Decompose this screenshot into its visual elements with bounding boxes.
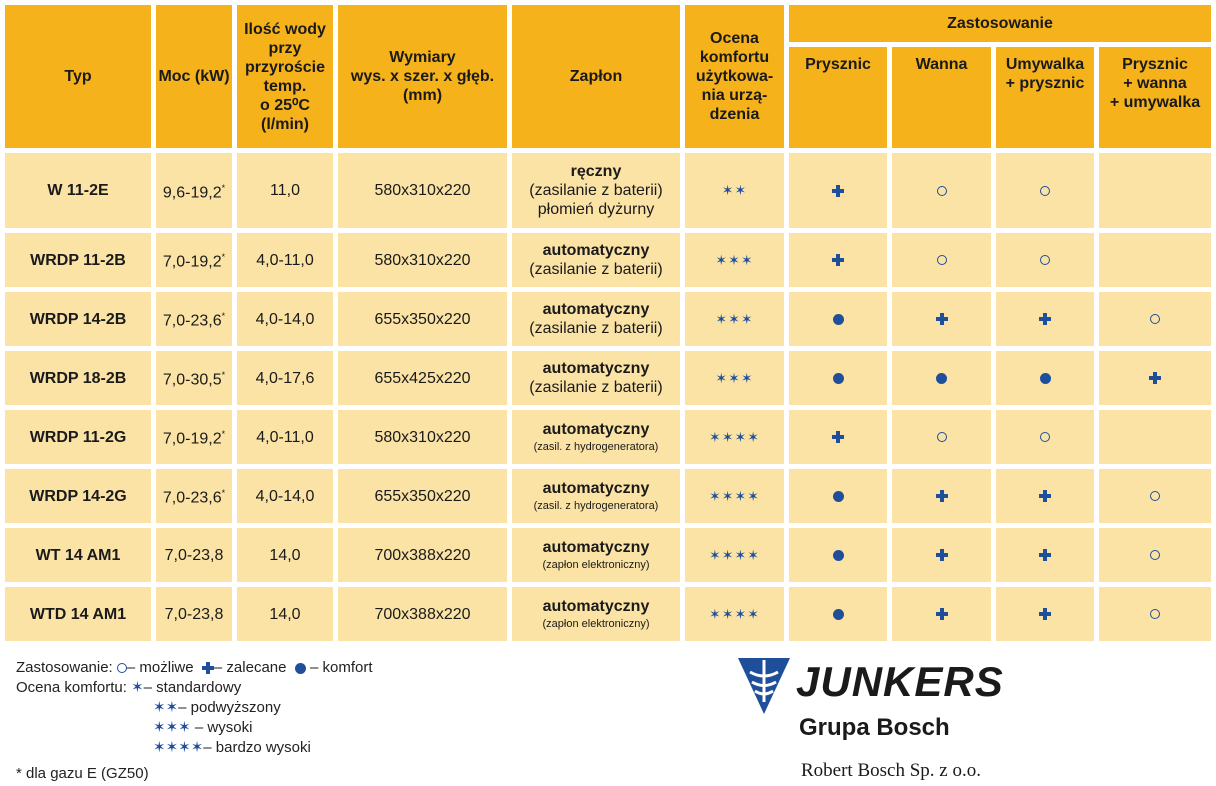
- zaplon-detail: (zapłon elektroniczny): [542, 617, 650, 630]
- cell-wymiary: 655x350x220: [338, 469, 507, 523]
- header-wymiary: [338, 5, 507, 148]
- cell-typ: WRDP 14-2B: [5, 292, 151, 346]
- circle-icon: [937, 255, 947, 265]
- circle-icon: [1040, 186, 1050, 196]
- header-line: Wanna: [915, 56, 968, 73]
- cell-wymiary: 580x310x220: [338, 410, 507, 464]
- footnote-mark: *: [221, 370, 226, 381]
- star-icon: ✶✶: [153, 699, 179, 716]
- cell-zastosowanie: [892, 153, 991, 228]
- cell-zastosowanie: [789, 351, 887, 405]
- cell-wymiary: 580x310x220: [338, 233, 507, 287]
- legend-zast-label: Zastosowanie:: [16, 659, 113, 676]
- dot-icon: [936, 373, 947, 384]
- cell-zastosowanie: [1099, 469, 1211, 523]
- table-row: [5, 587, 1211, 641]
- cell-zastosowanie: [996, 587, 1094, 641]
- cell-moc: [156, 587, 232, 641]
- header-line: (mm): [402, 87, 443, 104]
- cell-zastosowanie: [996, 351, 1094, 405]
- circle-icon: [937, 432, 947, 442]
- circle-icon: [1040, 432, 1050, 442]
- cell-zastosowanie: [789, 469, 887, 523]
- star-icon: ✶✶✶✶: [153, 739, 204, 756]
- legend-zalecane: – zalecane: [213, 659, 287, 676]
- legend-mozliwe: – możliwe: [126, 659, 194, 676]
- cell-typ: WT 14 AM1: [5, 528, 151, 582]
- cell-zastosowanie: [996, 233, 1094, 287]
- cell-zaplon: [512, 528, 680, 582]
- cell-moc: [156, 351, 232, 405]
- cell-ilosc: 4,0-11,0: [237, 410, 333, 464]
- dot-icon: [833, 609, 844, 620]
- junkers-logo: [738, 656, 1004, 781]
- zaplon-type: ręczny: [570, 163, 622, 180]
- dot-icon: [833, 550, 844, 561]
- footnote-mark: *: [221, 182, 226, 193]
- zaplon-type: automatyczny: [542, 420, 650, 438]
- footnote-mark: *: [221, 488, 226, 499]
- header-line: przy: [268, 39, 302, 57]
- cell-zastosowanie: [996, 292, 1094, 346]
- plus-icon: [936, 549, 948, 561]
- legend-ocena-label: Ocena komfortu:: [16, 679, 127, 696]
- moc-value: 9,6-19,2: [162, 184, 222, 202]
- cell-moc: [156, 233, 232, 287]
- header-line: Ocena: [710, 30, 759, 47]
- header-sub: [789, 47, 887, 148]
- legend-level: – wysoki: [194, 719, 253, 736]
- cell-zastosowanie: [892, 233, 991, 287]
- zaplon-type: automatyczny: [542, 479, 650, 497]
- circle-icon: [1150, 314, 1160, 324]
- cell-wymiary: 580x310x220: [338, 153, 507, 228]
- cell-ilosc: 14,0: [237, 528, 333, 582]
- cell-moc: [156, 469, 232, 523]
- header-sub: [996, 47, 1094, 148]
- table-row: [5, 233, 1211, 287]
- header-ocena: [685, 5, 784, 148]
- header-typ: Typ: [5, 5, 151, 148]
- cell-wymiary: 700x388x220: [338, 528, 507, 582]
- cell-ocena: [685, 410, 784, 464]
- junkers-emblem-icon: [738, 656, 790, 714]
- header-line: + umywalka: [1109, 94, 1201, 111]
- cell-wymiary: 655x350x220: [338, 292, 507, 346]
- cell-zastosowanie: [892, 351, 991, 405]
- cell-ocena: [685, 587, 784, 641]
- cell-zastosowanie: [996, 469, 1094, 523]
- brand-name: JUNKERS: [796, 658, 1004, 705]
- star-icon: ✶✶✶✶: [709, 428, 760, 445]
- plus-icon: [1039, 608, 1051, 620]
- cell-zastosowanie: [1099, 410, 1211, 464]
- cell-typ: WRDP 11-2G: [5, 410, 151, 464]
- cell-zastosowanie: [1099, 587, 1211, 641]
- header-line: Prysznic: [1122, 56, 1188, 73]
- cell-ilosc: 11,0: [237, 153, 333, 228]
- cell-ilosc: 14,0: [237, 587, 333, 641]
- cell-typ: WTD 14 AM1: [5, 587, 151, 641]
- star-icon: ✶✶✶✶: [709, 487, 760, 504]
- zaplon-type: automatyczny: [542, 597, 650, 615]
- footnote: * dla gazu E (GZ50): [16, 765, 149, 782]
- plus-icon: [1039, 490, 1051, 502]
- header-ilosc: [237, 5, 333, 148]
- star-icon: ✶✶✶✶: [709, 605, 760, 622]
- cell-zastosowanie: [1099, 233, 1211, 287]
- cell-typ: WRDP 14-2G: [5, 469, 151, 523]
- dot-icon: [833, 314, 844, 325]
- zaplon-type: automatyczny: [542, 301, 650, 318]
- star-icon: ✶: [131, 679, 144, 696]
- zaplon-detail: (zasil. z hydrogeneratora): [533, 499, 659, 512]
- zaplon-type: automatyczny: [542, 538, 650, 556]
- cell-ocena: [685, 469, 784, 523]
- cell-wymiary: 700x388x220: [338, 587, 507, 641]
- cell-ocena: [685, 528, 784, 582]
- header-sub: [1099, 47, 1211, 148]
- cell-zaplon: [512, 351, 680, 405]
- header-sub: [892, 47, 991, 148]
- cell-zastosowanie: [892, 528, 991, 582]
- zaplon-type: automatyczny: [542, 360, 650, 377]
- circle-icon: [937, 186, 947, 196]
- zaplon-detail: (zapłon elektroniczny): [542, 558, 650, 571]
- header-line: + wanna: [1123, 75, 1187, 92]
- cell-zaplon: [512, 469, 680, 523]
- cell-zaplon: [512, 410, 680, 464]
- dot-icon: [833, 491, 844, 502]
- footnote-mark: *: [221, 311, 226, 322]
- cell-zastosowanie: [789, 410, 887, 464]
- cell-wymiary: 655x425x220: [338, 351, 507, 405]
- footnote-mark: *: [221, 429, 226, 440]
- cell-moc: [156, 153, 232, 228]
- zaplon-type: automatyczny: [542, 242, 650, 259]
- zaplon-detail: (zasilanie z baterii): [529, 320, 663, 337]
- zaplon-detail: (zasil. z hydrogeneratora): [533, 440, 659, 453]
- moc-value: 7,0-23,8: [164, 605, 224, 623]
- cell-ilosc: 4,0-17,6: [237, 351, 333, 405]
- header-line: Ilość wody: [244, 20, 326, 38]
- cell-zastosowanie: [892, 469, 991, 523]
- star-icon: ✶✶: [721, 182, 748, 198]
- dot-icon: [295, 663, 306, 674]
- cell-moc: [156, 528, 232, 582]
- table-row: [5, 292, 1211, 346]
- plus-icon: [202, 662, 214, 674]
- cell-zastosowanie: [789, 153, 887, 228]
- header-line: temp.: [263, 77, 307, 95]
- table-row: [5, 410, 1211, 464]
- zaplon-detail: (zasilanie z baterii): [529, 379, 663, 396]
- header-zastosowanie: Zastosowanie: [789, 5, 1211, 42]
- company-name: Robert Bosch Sp. z o.o.: [801, 760, 981, 781]
- table-row: [5, 351, 1211, 405]
- cell-zaplon: [512, 233, 680, 287]
- cell-zastosowanie: [1099, 351, 1211, 405]
- moc-value: 7,0-23,6: [162, 312, 222, 330]
- plus-icon: [1149, 372, 1161, 384]
- cell-ocena: [685, 351, 784, 405]
- header-line: nia urzą-: [701, 87, 768, 104]
- cell-zastosowanie: [996, 410, 1094, 464]
- circle-icon: [1150, 491, 1160, 501]
- cell-zastosowanie: [789, 233, 887, 287]
- star-icon: ✶✶✶: [715, 251, 754, 268]
- cell-zastosowanie: [1099, 153, 1211, 228]
- cell-zaplon: [512, 587, 680, 641]
- group-name: Grupa Bosch: [799, 714, 950, 741]
- moc-value: 7,0-30,5: [162, 371, 222, 389]
- cell-zastosowanie: [1099, 292, 1211, 346]
- cell-ocena: [685, 292, 784, 346]
- cell-zastosowanie: [996, 153, 1094, 228]
- plus-icon: [936, 608, 948, 620]
- legend: [16, 658, 373, 758]
- zaplon-detail: płomień dyżurny: [537, 201, 655, 218]
- cell-zastosowanie: [892, 410, 991, 464]
- cell-typ: WRDP 18-2B: [5, 351, 151, 405]
- cell-ocena: [685, 153, 784, 228]
- cell-moc: [156, 410, 232, 464]
- plus-icon: [832, 254, 844, 266]
- cell-zastosowanie: [1099, 528, 1211, 582]
- plus-icon: [832, 185, 844, 197]
- plus-icon: [832, 431, 844, 443]
- circle-icon: [1150, 609, 1160, 619]
- plus-icon: [936, 313, 948, 325]
- zaplon-detail: (zasilanie z baterii): [529, 261, 663, 278]
- header-line: wys. x szer. x głęb.: [350, 68, 495, 85]
- star-icon: ✶✶✶✶: [709, 546, 760, 563]
- circle-icon: [117, 663, 127, 673]
- cell-ilosc: 4,0-14,0: [237, 292, 333, 346]
- cell-ilosc: 4,0-11,0: [237, 233, 333, 287]
- dot-icon: [1040, 373, 1051, 384]
- header-line: (l/min): [261, 115, 309, 133]
- header-line: komfortu: [699, 49, 770, 66]
- header-line: + prysznic: [1005, 75, 1085, 92]
- cell-typ: W 11-2E: [5, 153, 151, 228]
- header-line: przyroście: [244, 58, 326, 76]
- star-icon: ✶✶✶: [715, 369, 754, 386]
- moc-value: 7,0-19,2: [162, 253, 222, 271]
- header-zaplon: Zapłon: [512, 5, 680, 148]
- cell-ilosc: 4,0-14,0: [237, 469, 333, 523]
- plus-icon: [1039, 549, 1051, 561]
- cell-zaplon: [512, 153, 680, 228]
- cell-zaplon: [512, 292, 680, 346]
- header-line: użytkowa-: [695, 68, 774, 85]
- cell-zastosowanie: [789, 528, 887, 582]
- star-icon: ✶✶✶: [153, 719, 191, 736]
- table-row: [5, 469, 1211, 523]
- table-row: [5, 153, 1211, 228]
- cell-zastosowanie: [789, 587, 887, 641]
- footnote-mark: *: [221, 252, 226, 263]
- moc-value: 7,0-19,2: [162, 430, 222, 448]
- header-line: Prysznic: [805, 56, 871, 73]
- legend-level: – podwyższony: [178, 699, 281, 716]
- cell-typ: WRDP 11-2B: [5, 233, 151, 287]
- header-moc: Moc (kW): [156, 5, 232, 148]
- cell-zastosowanie: [892, 292, 991, 346]
- circle-icon: [1040, 255, 1050, 265]
- cell-moc: [156, 292, 232, 346]
- header-line: dzenia: [709, 106, 760, 123]
- cell-zastosowanie: [789, 292, 887, 346]
- plus-icon: [936, 490, 948, 502]
- moc-value: 7,0-23,6: [162, 489, 222, 507]
- header-line: Wymiary: [389, 49, 456, 66]
- circle-icon: [1150, 550, 1160, 560]
- header-line: o 25⁰C: [260, 96, 310, 114]
- cell-ocena: [685, 233, 784, 287]
- plus-icon: [1039, 313, 1051, 325]
- zaplon-detail: (zasilanie z baterii): [529, 182, 663, 199]
- header-line: Umywalka: [1005, 56, 1085, 73]
- legend-level: – bardzo wysoki: [203, 739, 311, 756]
- cell-zastosowanie: [892, 587, 991, 641]
- dot-icon: [833, 373, 844, 384]
- legend-level: – standardowy: [143, 679, 242, 696]
- legend-komfort: – komfort: [310, 659, 373, 676]
- cell-zastosowanie: [996, 528, 1094, 582]
- moc-value: 7,0-23,8: [164, 546, 224, 564]
- star-icon: ✶✶✶: [715, 310, 754, 327]
- table-row: [5, 528, 1211, 582]
